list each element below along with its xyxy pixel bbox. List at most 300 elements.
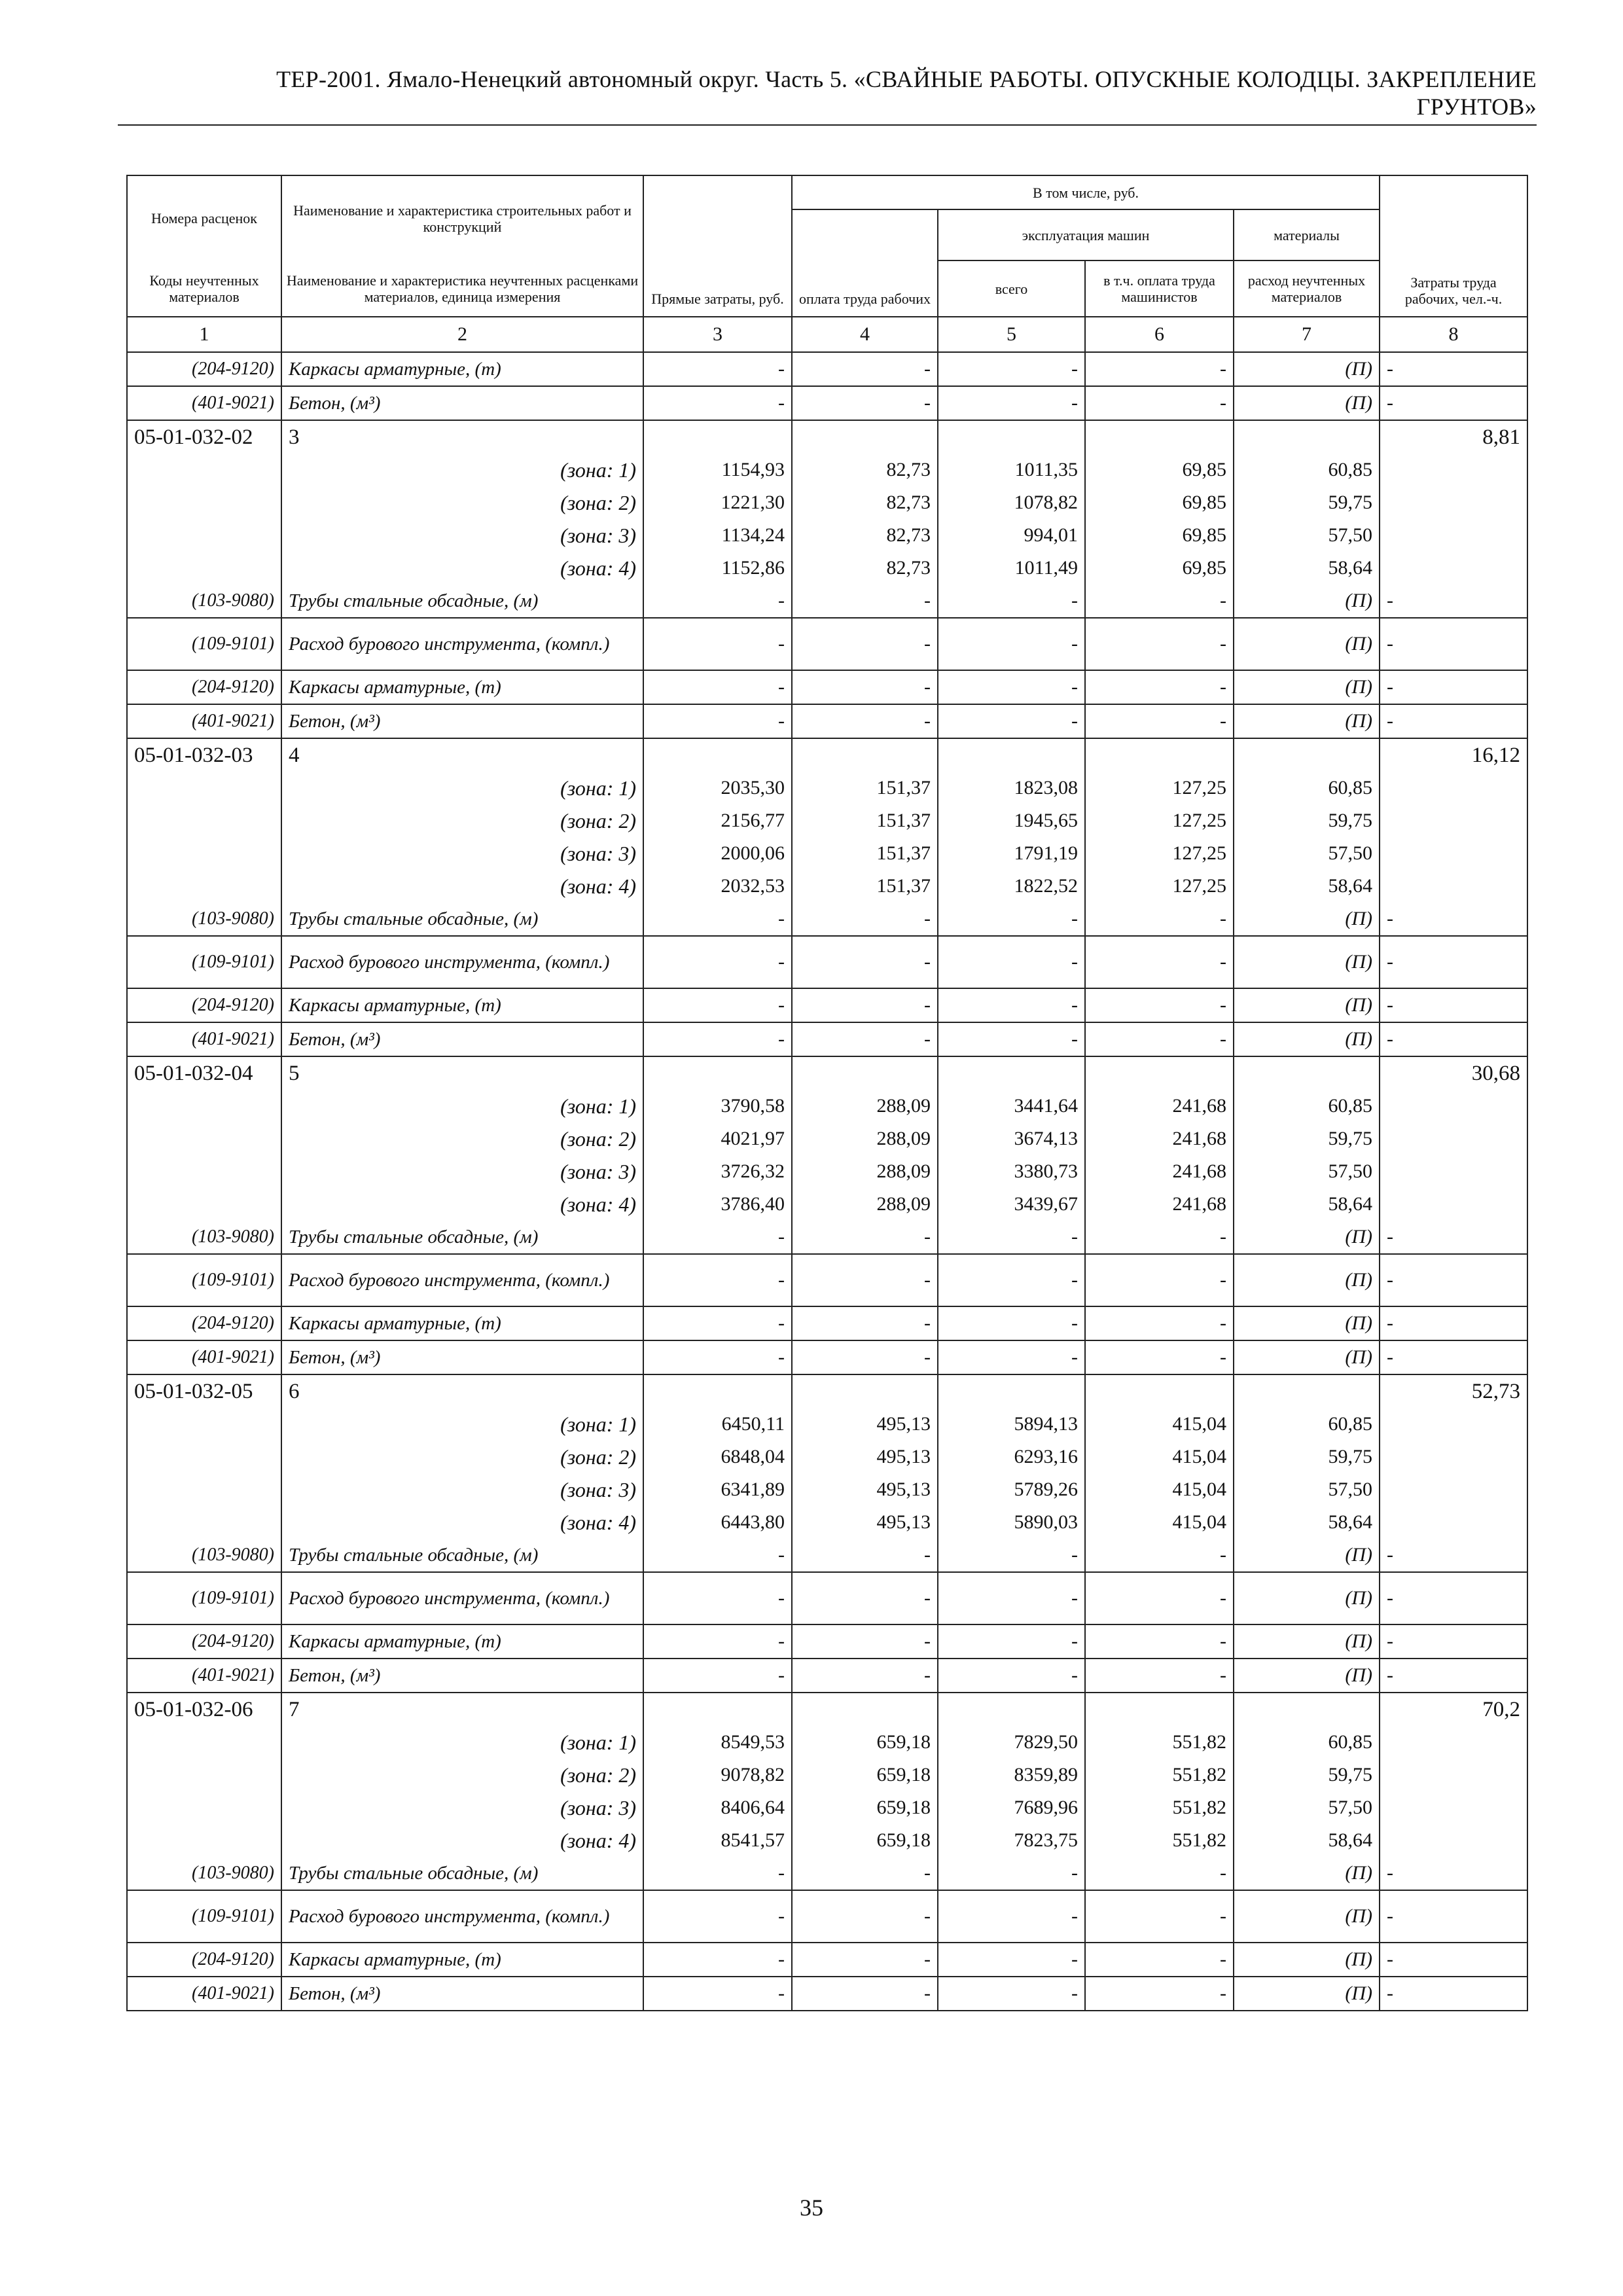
zone-row — [127, 1408, 1527, 1441]
dash-cell: - — [938, 1022, 1085, 1056]
dash-cell: - — [938, 1221, 1085, 1254]
material-name: Каркасы арматурные, (т) — [281, 1624, 643, 1659]
material-name: Расход бурового инструмента, (компл.) — [281, 1890, 643, 1943]
direct-cost: 6848,04 — [643, 1441, 792, 1473]
operators-cost: 127,25 — [1085, 804, 1234, 837]
material-row — [127, 903, 1527, 936]
zone-row — [127, 1791, 1527, 1824]
material-name: Бетон, (м³) — [281, 1022, 643, 1056]
col1-header-bottom: Коды неучтенных материалов — [127, 260, 281, 317]
dash-cell: - — [1085, 988, 1234, 1022]
dash-cell: - — [938, 1977, 1085, 2011]
operators-cost: 551,82 — [1085, 1759, 1234, 1791]
machines-cost: 1822,52 — [938, 870, 1085, 903]
dash-cell: - — [1380, 1890, 1527, 1943]
materials-cost: 58,64 — [1234, 870, 1380, 903]
materials-cost: 60,85 — [1234, 1726, 1380, 1759]
direct-cost: 3726,32 — [643, 1155, 792, 1188]
operators-cost: 415,04 — [1085, 1408, 1234, 1441]
dash-cell: - — [938, 1572, 1085, 1624]
p-mark: (П) — [1234, 936, 1380, 988]
zone-row — [127, 486, 1527, 519]
operators-cost: 415,04 — [1085, 1473, 1234, 1506]
col-num: 3 — [643, 317, 792, 352]
dash-cell: - — [1085, 1022, 1234, 1056]
dash-cell: - — [1085, 1572, 1234, 1624]
wages-cost: 495,13 — [792, 1473, 938, 1506]
zone-row — [127, 1473, 1527, 1506]
col-num: 7 — [1234, 317, 1380, 352]
dash-cell: - — [938, 988, 1085, 1022]
material-row — [127, 1221, 1527, 1254]
materials-header: материалы — [1234, 209, 1380, 260]
dash-cell: - — [792, 1340, 938, 1374]
zone-label: (зона: 4) — [281, 870, 643, 903]
dash-cell: - — [938, 1659, 1085, 1693]
direct-cost: 8549,53 — [643, 1726, 792, 1759]
dash-cell: - — [1380, 618, 1527, 670]
dash-cell: - — [643, 1221, 792, 1254]
direct-cost: 6341,89 — [643, 1473, 792, 1506]
materials-cost: 58,64 — [1234, 1506, 1380, 1539]
p-mark: (П) — [1234, 1890, 1380, 1943]
zone-row — [127, 1441, 1527, 1473]
material-code: (109-9101) — [127, 1890, 281, 1943]
dash-cell: - — [1380, 1340, 1527, 1374]
materials-cost: 57,50 — [1234, 1155, 1380, 1188]
material-code: (204-9120) — [127, 1943, 281, 1977]
labor-cost: 16,12 — [1380, 738, 1527, 772]
material-name: Трубы стальные обсадные, (м) — [281, 903, 643, 936]
col6-header: в т.ч. оплата труда машинистов — [1085, 260, 1234, 317]
dash-cell: - — [938, 936, 1085, 988]
zone-label: (зона: 2) — [281, 1441, 643, 1473]
dash-cell: - — [1380, 1659, 1527, 1693]
group-header: В том числе, руб. — [792, 175, 1380, 209]
p-mark: (П) — [1234, 1943, 1380, 1977]
dash-cell: - — [1380, 1022, 1527, 1056]
zone-label: (зона: 1) — [281, 772, 643, 804]
col-num: 2 — [281, 317, 643, 352]
dash-cell: - — [643, 704, 792, 738]
material-row — [127, 1306, 1527, 1340]
zone-label: (зона: 1) — [281, 1726, 643, 1759]
material-row — [127, 1943, 1527, 1977]
zone-label: (зона: 3) — [281, 1791, 643, 1824]
operators-cost: 241,68 — [1085, 1188, 1234, 1221]
material-row — [127, 1857, 1527, 1890]
empty-cell — [127, 1188, 281, 1221]
material-name: Бетон, (м³) — [281, 1977, 643, 2011]
empty-cell — [1380, 1122, 1527, 1155]
dash-cell: - — [1085, 1659, 1234, 1693]
empty-cell — [127, 486, 281, 519]
operators-cost: 551,82 — [1085, 1791, 1234, 1824]
wages-cost: 82,73 — [792, 486, 938, 519]
materials-cost: 58,64 — [1234, 1824, 1380, 1857]
dash-cell: - — [1085, 1254, 1234, 1306]
empty-cell — [643, 738, 792, 772]
machines-header: эксплуатация машин — [938, 209, 1234, 260]
machines-cost: 3380,73 — [938, 1155, 1085, 1188]
rate-row — [127, 738, 1527, 772]
dash-cell: - — [1085, 1306, 1234, 1340]
operators-cost: 551,82 — [1085, 1824, 1234, 1857]
dash-cell: - — [1085, 1890, 1234, 1943]
dash-cell: - — [938, 1890, 1085, 1943]
machines-cost: 1011,49 — [938, 552, 1085, 584]
material-row — [127, 352, 1527, 386]
machines-cost: 5890,03 — [938, 1506, 1085, 1539]
dash-cell: - — [643, 1340, 792, 1374]
empty-cell — [792, 420, 938, 454]
operators-cost: 127,25 — [1085, 772, 1234, 804]
wages-cost: 82,73 — [792, 454, 938, 486]
dash-cell: - — [1380, 386, 1527, 420]
p-mark: (П) — [1234, 1306, 1380, 1340]
p-mark: (П) — [1234, 1572, 1380, 1624]
empty-cell — [1380, 486, 1527, 519]
empty-cell — [1234, 1056, 1380, 1090]
dash-cell: - — [938, 618, 1085, 670]
materials-cost: 58,64 — [1234, 552, 1380, 584]
material-row — [127, 584, 1527, 618]
dash-cell: - — [643, 1977, 792, 2011]
operators-cost: 241,68 — [1085, 1155, 1234, 1188]
dash-cell: - — [643, 988, 792, 1022]
empty-cell — [127, 1791, 281, 1824]
rate-code: 05-01-032-05 — [127, 1374, 281, 1408]
dash-cell: - — [643, 1659, 792, 1693]
dash-cell: - — [792, 1221, 938, 1254]
empty-cell — [1380, 1090, 1527, 1122]
wages-cost: 495,13 — [792, 1506, 938, 1539]
material-name: Каркасы арматурные, (т) — [281, 988, 643, 1022]
dash-cell: - — [1380, 988, 1527, 1022]
dash-cell: - — [1085, 704, 1234, 738]
material-name: Трубы стальные обсадные, (м) — [281, 1539, 643, 1572]
material-name: Расход бурового инструмента, (компл.) — [281, 1254, 643, 1306]
zone-row — [127, 837, 1527, 870]
p-mark: (П) — [1234, 1221, 1380, 1254]
dash-cell: - — [792, 1857, 938, 1890]
empty-cell — [643, 1693, 792, 1726]
rate-label: 7 — [281, 1693, 643, 1726]
machines-cost: 6293,16 — [938, 1441, 1085, 1473]
dash-cell: - — [1085, 903, 1234, 936]
empty-cell — [792, 1693, 938, 1726]
empty-cell — [938, 420, 1085, 454]
col8-header: Затраты труда рабочих, чел.-ч. — [1380, 175, 1527, 317]
zone-row — [127, 1155, 1527, 1188]
machines-cost: 5789,26 — [938, 1473, 1085, 1506]
labor-cost: 8,81 — [1380, 420, 1527, 454]
dash-cell: - — [1085, 1340, 1234, 1374]
material-name: Каркасы арматурные, (т) — [281, 1306, 643, 1340]
zone-label: (зона: 2) — [281, 486, 643, 519]
dash-cell: - — [1380, 936, 1527, 988]
dash-cell: - — [792, 988, 938, 1022]
material-row — [127, 1539, 1527, 1572]
material-name: Расход бурового инструмента, (компл.) — [281, 1572, 643, 1624]
operators-cost: 69,85 — [1085, 454, 1234, 486]
empty-cell — [127, 837, 281, 870]
empty-cell — [127, 804, 281, 837]
dash-cell: - — [1085, 1857, 1234, 1890]
p-mark: (П) — [1234, 1539, 1380, 1572]
dash-cell: - — [643, 1572, 792, 1624]
zone-row — [127, 1188, 1527, 1221]
dash-cell: - — [792, 352, 938, 386]
wages-cost: 151,37 — [792, 772, 938, 804]
dash-cell: - — [938, 670, 1085, 704]
material-row — [127, 1572, 1527, 1624]
material-name: Трубы стальные обсадные, (м) — [281, 1857, 643, 1890]
zone-row — [127, 1506, 1527, 1539]
empty-cell — [1380, 1188, 1527, 1221]
col7-header: расход неучтенных материалов — [1234, 260, 1380, 317]
direct-cost: 1221,30 — [643, 486, 792, 519]
direct-cost: 8541,57 — [643, 1824, 792, 1857]
machines-cost: 1011,35 — [938, 454, 1085, 486]
dash-cell: - — [792, 1624, 938, 1659]
operators-cost: 127,25 — [1085, 837, 1234, 870]
material-name: Трубы стальные обсадные, (м) — [281, 584, 643, 618]
material-code: (204-9120) — [127, 352, 281, 386]
operators-cost: 415,04 — [1085, 1506, 1234, 1539]
material-code: (109-9101) — [127, 1254, 281, 1306]
materials-cost: 60,85 — [1234, 772, 1380, 804]
header-line-2: ГРУНТОВ» — [1416, 94, 1537, 120]
empty-cell — [127, 1122, 281, 1155]
machines-cost: 1823,08 — [938, 772, 1085, 804]
material-code: (204-9120) — [127, 988, 281, 1022]
zone-label: (зона: 2) — [281, 1122, 643, 1155]
operators-cost: 69,85 — [1085, 552, 1234, 584]
operators-cost: 69,85 — [1085, 519, 1234, 552]
material-row — [127, 988, 1527, 1022]
dash-cell: - — [938, 1539, 1085, 1572]
dash-cell: - — [1380, 704, 1527, 738]
empty-cell — [1380, 1408, 1527, 1441]
materials-cost: 60,85 — [1234, 454, 1380, 486]
dash-cell: - — [643, 1306, 792, 1340]
dash-cell: - — [643, 584, 792, 618]
material-row — [127, 670, 1527, 704]
dash-cell: - — [1085, 386, 1234, 420]
material-row — [127, 618, 1527, 670]
zone-label: (зона: 4) — [281, 1506, 643, 1539]
p-mark: (П) — [1234, 903, 1380, 936]
dash-cell: - — [792, 1977, 938, 2011]
empty-cell — [1085, 1693, 1234, 1726]
dash-cell: - — [1380, 1857, 1527, 1890]
wages-cost: 659,18 — [792, 1759, 938, 1791]
dash-cell: - — [938, 1857, 1085, 1890]
page-header — [118, 65, 1537, 120]
empty-cell — [1234, 1693, 1380, 1726]
p-mark: (П) — [1234, 1624, 1380, 1659]
material-code: (204-9120) — [127, 1306, 281, 1340]
wages-cost: 288,09 — [792, 1155, 938, 1188]
material-code: (401-9021) — [127, 1977, 281, 2011]
dash-cell: - — [792, 1022, 938, 1056]
dash-cell: - — [792, 618, 938, 670]
material-code: (103-9080) — [127, 1857, 281, 1890]
rate-label: 3 — [281, 420, 643, 454]
material-code: (401-9021) — [127, 1340, 281, 1374]
wages-cost: 151,37 — [792, 804, 938, 837]
material-row — [127, 1624, 1527, 1659]
material-row — [127, 1254, 1527, 1306]
material-name: Расход бурового инструмента, (компл.) — [281, 936, 643, 988]
material-code: (401-9021) — [127, 1022, 281, 1056]
zone-row — [127, 1726, 1527, 1759]
empty-cell — [643, 1056, 792, 1090]
rate-row — [127, 1374, 1527, 1408]
empty-cell — [1380, 837, 1527, 870]
wages-cost: 495,13 — [792, 1408, 938, 1441]
dash-cell: - — [1085, 1221, 1234, 1254]
zone-row — [127, 1090, 1527, 1122]
col3-header: Прямые затраты, руб. — [643, 175, 792, 317]
p-mark: (П) — [1234, 1659, 1380, 1693]
material-row — [127, 1022, 1527, 1056]
dash-cell: - — [938, 584, 1085, 618]
direct-cost: 4021,97 — [643, 1122, 792, 1155]
dash-cell: - — [792, 704, 938, 738]
p-mark: (П) — [1234, 704, 1380, 738]
empty-cell — [938, 738, 1085, 772]
rate-row — [127, 420, 1527, 454]
empty-cell — [792, 738, 938, 772]
machines-cost: 3674,13 — [938, 1122, 1085, 1155]
wages-cost: 659,18 — [792, 1824, 938, 1857]
zone-label: (зона: 1) — [281, 1090, 643, 1122]
empty-cell — [127, 1759, 281, 1791]
dash-cell: - — [643, 936, 792, 988]
zone-row — [127, 1122, 1527, 1155]
dash-cell: - — [1085, 1624, 1234, 1659]
material-row — [127, 1890, 1527, 1943]
empty-cell — [1380, 772, 1527, 804]
empty-cell — [1380, 1726, 1527, 1759]
col-num: 1 — [127, 317, 281, 352]
dash-cell: - — [1085, 618, 1234, 670]
empty-cell — [127, 1824, 281, 1857]
material-name: Бетон, (м³) — [281, 1659, 643, 1693]
rate-label: 6 — [281, 1374, 643, 1408]
material-row — [127, 386, 1527, 420]
col-num: 5 — [938, 317, 1085, 352]
rate-code: 05-01-032-04 — [127, 1056, 281, 1090]
direct-cost: 3786,40 — [643, 1188, 792, 1221]
dash-cell: - — [643, 618, 792, 670]
col-num: 4 — [792, 317, 938, 352]
direct-cost: 1152,86 — [643, 552, 792, 584]
empty-cell — [1085, 1056, 1234, 1090]
dash-cell: - — [643, 1943, 792, 1977]
material-row — [127, 1659, 1527, 1693]
material-name: Каркасы арматурные, (т) — [281, 670, 643, 704]
operators-cost: 241,68 — [1085, 1122, 1234, 1155]
machines-cost: 7689,96 — [938, 1791, 1085, 1824]
dash-cell: - — [938, 704, 1085, 738]
empty-cell — [127, 1090, 281, 1122]
material-name: Трубы стальные обсадные, (м) — [281, 1221, 643, 1254]
p-mark: (П) — [1234, 352, 1380, 386]
zone-label: (зона: 2) — [281, 1759, 643, 1791]
table-body — [127, 352, 1527, 2011]
dash-cell: - — [792, 1572, 938, 1624]
rates-table — [126, 175, 1528, 2011]
material-name: Каркасы арматурные, (т) — [281, 1943, 643, 1977]
materials-cost: 59,75 — [1234, 1122, 1380, 1155]
dash-cell: - — [1085, 670, 1234, 704]
machines-cost: 1078,82 — [938, 486, 1085, 519]
dash-cell: - — [1380, 1306, 1527, 1340]
empty-cell — [127, 552, 281, 584]
direct-cost: 8406,64 — [643, 1791, 792, 1824]
empty-cell — [938, 1056, 1085, 1090]
operators-cost: 127,25 — [1085, 870, 1234, 903]
dash-cell: - — [938, 1943, 1085, 1977]
empty-cell — [1380, 519, 1527, 552]
zone-row — [127, 552, 1527, 584]
materials-cost: 59,75 — [1234, 486, 1380, 519]
direct-cost: 3790,58 — [643, 1090, 792, 1122]
operators-cost: 69,85 — [1085, 486, 1234, 519]
dash-cell: - — [643, 1624, 792, 1659]
empty-cell — [1380, 1791, 1527, 1824]
material-code: (103-9080) — [127, 1221, 281, 1254]
material-code: (204-9120) — [127, 670, 281, 704]
dash-cell: - — [792, 670, 938, 704]
zone-label: (зона: 2) — [281, 804, 643, 837]
dash-cell: - — [1085, 936, 1234, 988]
rate-label: 4 — [281, 738, 643, 772]
dash-cell: - — [1380, 1254, 1527, 1306]
materials-cost: 59,75 — [1234, 1441, 1380, 1473]
empty-cell — [1085, 1374, 1234, 1408]
rate-row — [127, 1693, 1527, 1726]
dash-cell: - — [792, 936, 938, 988]
materials-cost: 57,50 — [1234, 1791, 1380, 1824]
machines-cost: 994,01 — [938, 519, 1085, 552]
col-num: 6 — [1085, 317, 1234, 352]
material-code: (401-9021) — [127, 386, 281, 420]
dash-cell: - — [792, 1943, 938, 1977]
material-name: Бетон, (м³) — [281, 704, 643, 738]
wages-cost: 82,73 — [792, 552, 938, 584]
p-mark: (П) — [1234, 1254, 1380, 1306]
dash-cell: - — [1380, 1977, 1527, 2011]
p-mark: (П) — [1234, 988, 1380, 1022]
zone-label: (зона: 1) — [281, 454, 643, 486]
labor-cost: 70,2 — [1380, 1693, 1527, 1726]
zone-label: (зона: 3) — [281, 519, 643, 552]
dash-cell: - — [1085, 1943, 1234, 1977]
dash-cell: - — [1380, 1539, 1527, 1572]
material-code: (109-9101) — [127, 618, 281, 670]
wages-cost: 288,09 — [792, 1090, 938, 1122]
dash-cell: - — [1085, 1539, 1234, 1572]
dash-cell: - — [792, 1539, 938, 1572]
col5-header: всего — [938, 260, 1085, 317]
machines-cost: 5894,13 — [938, 1408, 1085, 1441]
material-row — [127, 1977, 1527, 2011]
zone-row — [127, 870, 1527, 903]
